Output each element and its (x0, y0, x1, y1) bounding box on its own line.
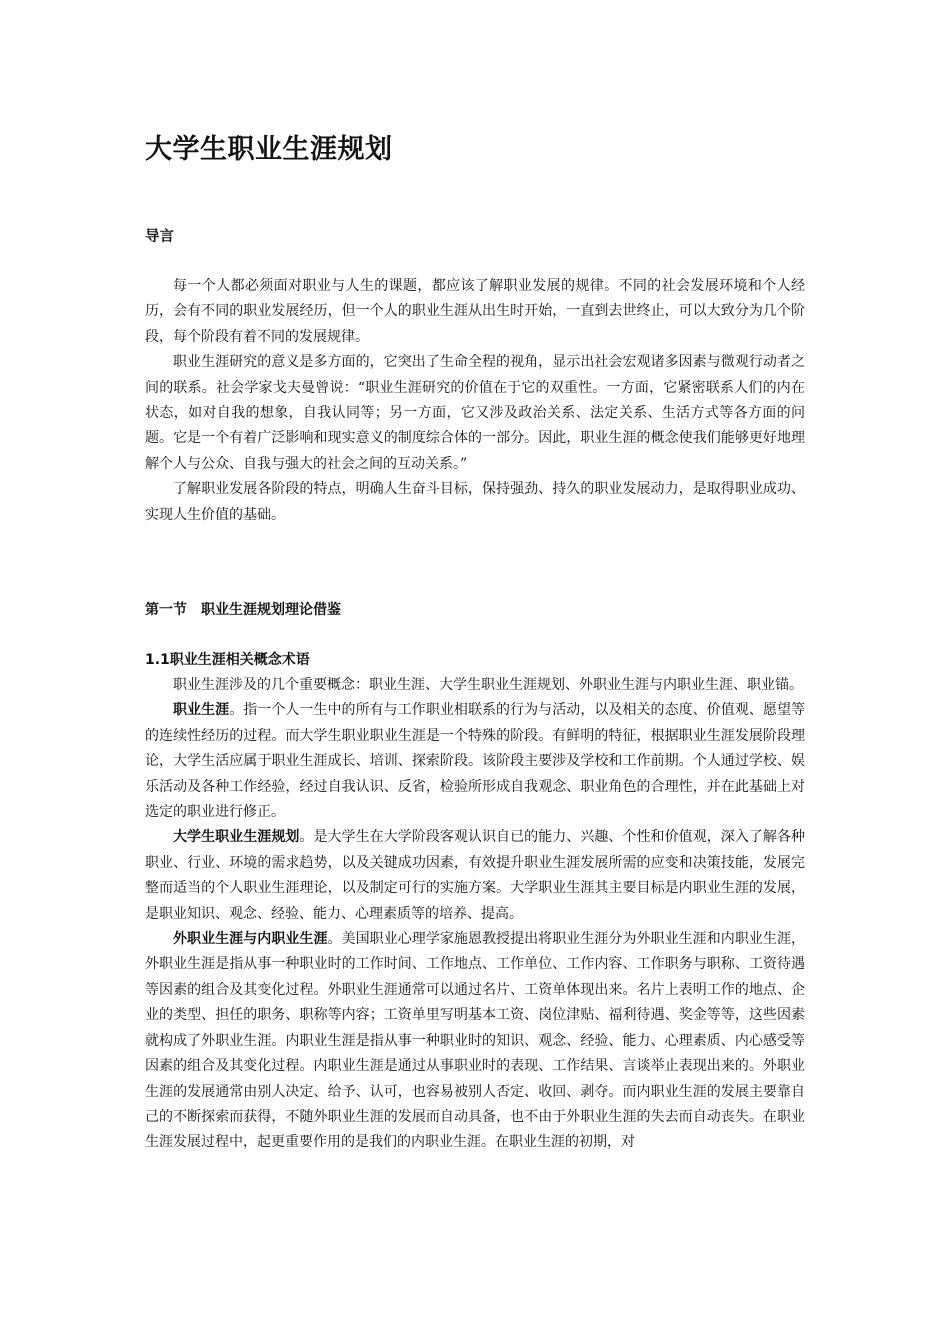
definition-text: 。美国职业心理学家施恩教授提出将职业生涯分为外职业生涯和内职业生涯，外职业生涯是指从事一种职业时的工作时间、工作地点、工作单位、工作内容、工作职务与职称、工资待遇等因素的组合及其变化过程。外职业生涯通常可以通过名片、工资单体现出来。名片上表明工作的地点、企业的类型、担任的职务、职称等内容；工资单里写明基本工资、岗位津贴、福利待遇、奖金等等，这些因素就构成了外职业生涯。内职业生涯是指从事一种职业时的知识、观念、经验、能力、心理素质、内心感受等因素的组合及其变化过程。内职业生涯是通过从事职业时的表现、工作结果、言谈举止表现出来的。外职业生涯的发展通常由别人决定、给予、认可，也容易被别人否定、收回、剥夺。而内职业生涯的发展主要靠自己的不断探索而获得，不随外职业生涯的发展而自动具备，也不由于外职业生涯的失去而自动丧失。在职业生涯发展过程中，起更重要作用的是我们的内职业生涯。在职业生涯的初期，对 (145, 931, 805, 1151)
definition-text: 。是大学生在大学阶段客观认识自已的能力、兴趣、个性和价值观，深入了解各种职业、行业、环境的需求趋势，以及关键成功因素，有效提升职业生涯发展所需的应变和决策技能，发展完整而适当的个人职业生涯理论，以及制定可行的实施方案。大学职业生涯其主要目标是内职业生涯的发展，是职业知识、观念、经验、能力、心理素质等的培养、提高。 (145, 829, 806, 922)
intro-paragraph: 职业生涯研究的意义是多方面的，它突出了生命全程的视角，显示出社会宏观诸多因素与微观行动者之间的联系。社会学家戈夫曼曾说：“职业生涯研究的价值在于它的双重性。一方面，它紧密联系人们的内在状态，如对自我的想象，自我认同等；另一方面，它又涉及政治关系、法定关系、生活方式等各方面的问题。它是一个有着广泛影响和现实意义的制度综合体的一部分。因此，职业生涯的概念使我们能够更好地理解个人与公众、自我与强大的社会之间的互动关系。” (145, 354, 805, 472)
overview-paragraph: 职业生涯涉及的几个重要概念：职业生涯、大学生职业生涯规划、外职业生涯与内职业生涯、职业锚。 (173, 677, 803, 693)
definition-paragraph (145, 927, 805, 1156)
definition-paragraph (145, 698, 805, 825)
section-heading: 第一节 职业生涯规划理论借鉴 (145, 602, 341, 618)
definition-text: 。指一个人一生中的所有与工作职业相联系的行为与活动，以及相关的态度、价值观、愿望等的连续性经历的过程。而大学生职业职业生涯是一个特殊的阶段。有鲜明的特征，根据职业生涯发展阶段理论，大学生活应属于职业生涯成长、培训、探索阶段。该阶段主要涉及学校和工作前期。个人通过学校、娱乐活动及各种工作经验，经过自我认识、反省，检验所形成自我观念、职业角色的合理性，并在此基础上对选定的职业进行修正。 (145, 702, 806, 821)
definition-term: 外职业生涯与内职业生涯 (173, 931, 328, 948)
subsection-heading: 1.1职业生涯相关概念术语 (145, 652, 310, 668)
document-body (145, 130, 806, 1151)
definition-term: 大学生职业生涯规划 (173, 829, 300, 846)
intro-section (145, 274, 805, 528)
document-title: 大学生职业生涯规划 (145, 134, 393, 165)
intro-paragraph: 了解职业发展各阶段的特点，明确人生奋斗目标，保持强劲、持久的职业发展动力，是取得职业成功、实现人生价值的基础。 (145, 481, 805, 523)
definition-term: 职业生涯 (173, 702, 230, 719)
intro-paragraph: 每一个人都必须面对职业与人生的课题，都应该了解职业发展的规律。不同的社会发展环境和个人经历，会有不同的职业发展经历，但一个人的职业生涯从出生时开始，一直到去世终止，可以大致分为几个阶段，每个阶段有着不同的发展规律。 (145, 278, 805, 345)
definition-paragraph (145, 825, 805, 927)
intro-heading: 导言 (145, 229, 174, 245)
subsection-body (145, 673, 805, 1156)
